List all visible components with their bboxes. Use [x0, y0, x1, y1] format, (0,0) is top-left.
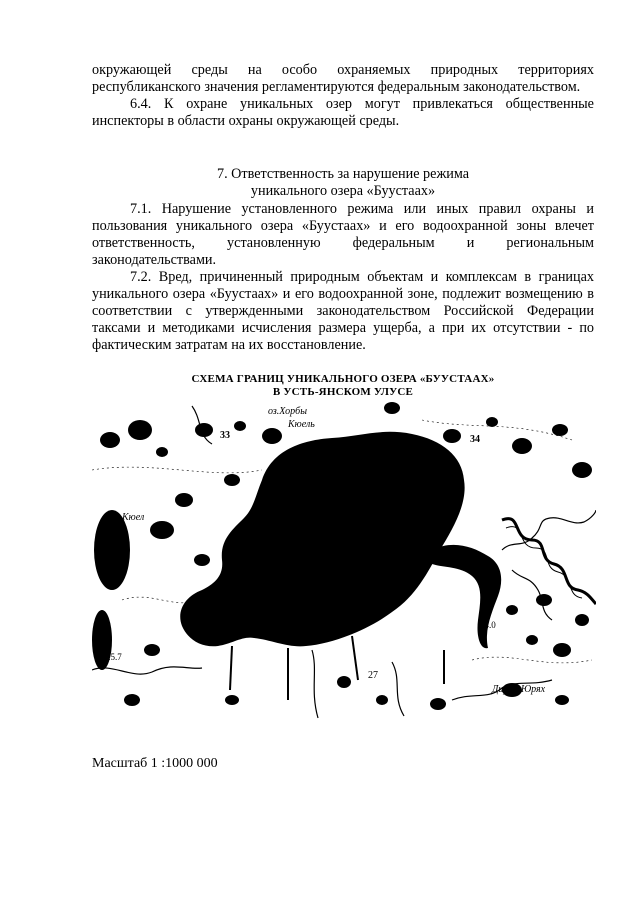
text-section-top — [92, 62, 594, 130]
section-7-heading — [92, 166, 594, 200]
paragraph-7-2: 7.2. Вред, причиненный природным объектам и комплексам в границах уникального озера «Буустаах» и его водоохранной зоне, подлежит возмещению в соответствии с утвержденными законодательством Российской Федерации таксами и методиками исчисления размера ущерба, а при их отсутствии - по фактическим затратам на их восстановление. — [92, 269, 594, 353]
map-label-33: 33 — [220, 430, 230, 441]
map-title-line1: СХЕМА ГРАНИЦ УНИКАЛЬНОГО ОЗЕРА «БУУСТААХ» — [191, 373, 495, 385]
map-label-kyuel-west: Кюел — [122, 512, 145, 523]
map-title — [92, 373, 594, 399]
map-label-dirin-yuryakh: Дирин Юрях — [492, 684, 546, 695]
map-label-kyuel: Кюель — [288, 419, 315, 430]
winding-river — [502, 519, 596, 604]
section-heading-line2: уникального озера «Буустаах» — [250, 183, 436, 199]
text-section-7 — [92, 201, 594, 354]
lake-boundary-map — [92, 400, 596, 724]
map-label-34: 34 — [470, 434, 480, 445]
main-lake — [180, 432, 464, 647]
map-label-25-7: 25.7 — [106, 652, 122, 662]
section-heading-line1: 7. Ответственность за нарушение режима — [216, 166, 470, 182]
lake-outflow — [432, 545, 501, 648]
map-drawing — [92, 400, 596, 724]
paragraph-7-1: 7.1. Нарушение установленного режима или иных правил охраны и пользования уникального озера «Буустаах» и его водоохранной зоны влечет ответственность, установленную федеральным и региональным законодательствами. — [92, 201, 594, 268]
map-label-27: 27 — [368, 670, 378, 681]
map-scale: Масштаб 1 :1000 000 — [92, 756, 218, 771]
boundary-lines — [230, 636, 444, 700]
map-label-khorby: оз.Хорбы — [268, 406, 307, 417]
map-title-line2: В УСТЬ-ЯНСКОМ УЛУСЕ — [272, 386, 414, 398]
paragraph-6-4: 6.4. К охране уникальных озер могут привлекаться общественные инспекторы в области охраны окружающей среды. — [92, 96, 594, 129]
map-label-24-0: 24.0 — [480, 620, 496, 630]
river-outline — [506, 527, 582, 598]
paragraph-continuation: окружающей среды на особо охраняемых природных территориях республиканского значения регламентируются федеральным законодательством. — [92, 62, 594, 95]
